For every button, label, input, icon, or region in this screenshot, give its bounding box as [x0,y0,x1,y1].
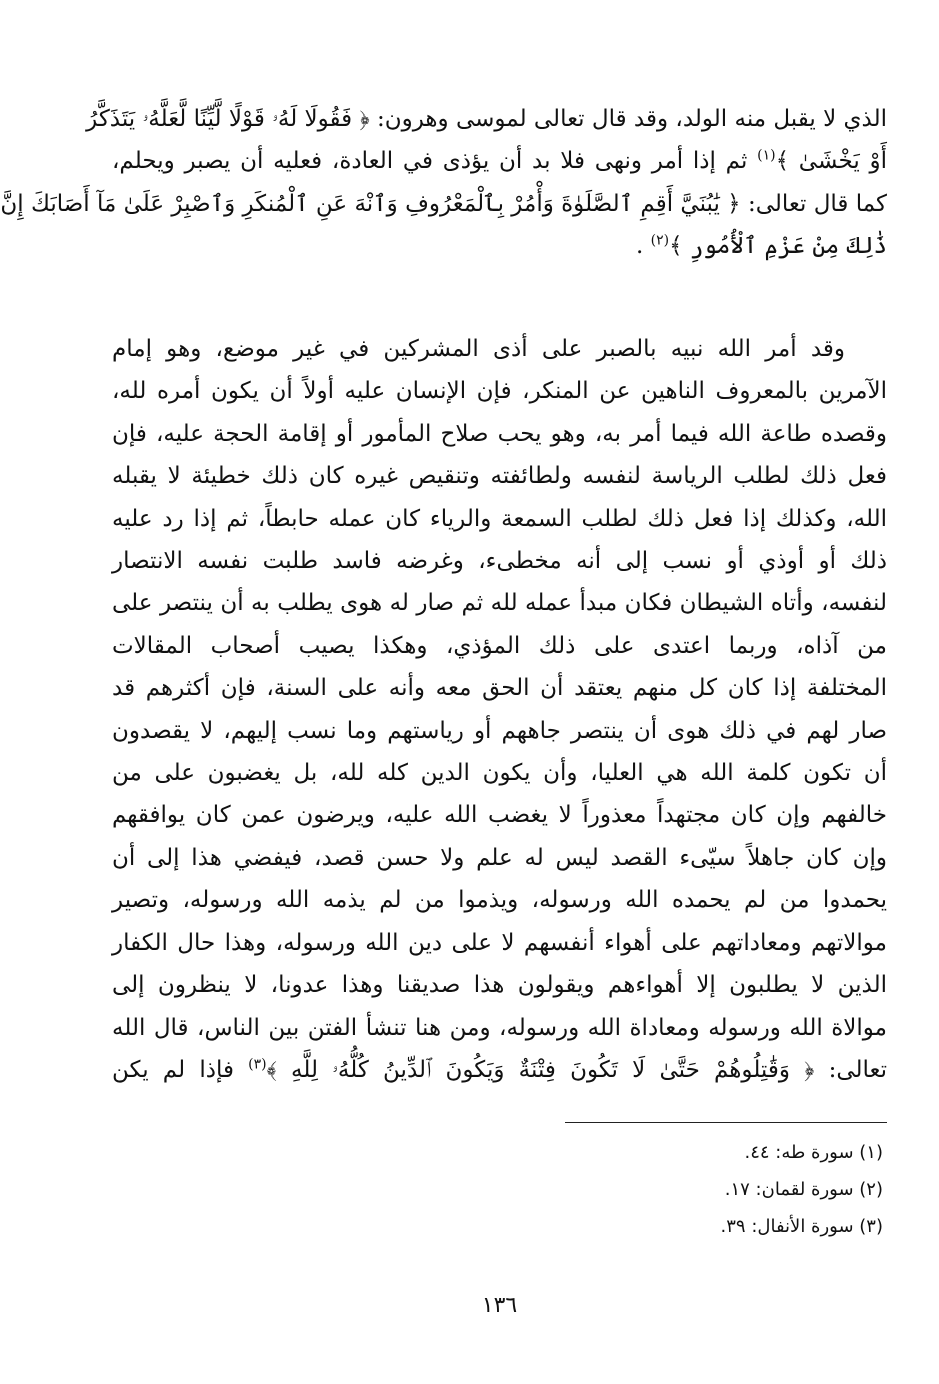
text-line: موالاة الله ورسوله ومعاداة الله ورسوله، ومن هنا تنشأ الفتن بين الناس، قال الله [112,1014,887,1041]
quran-verse: تعالى: ﴿ وَقَٰتِلُوهُمْ حَتَّىٰ لَا تَكُونَ فِتْنَةٌ وَيَكُونَ ٱلدِّينُ كُلُّهُۥ لِلَّهِ ﴾ [266,1056,887,1083]
text-line: الآمرين بالمعروف الناهين عن المنكر، فإن الإنسان عليه أولاً أن يكون أمره لله، [112,378,887,405]
quran-verse: ذَٰلِكَ مِنْ عَزْمِ ٱلْأُمُورِ ﴾ [669,233,887,260]
text-line: الذي لا يقبل منه الولد، وقد قال تعالى لموسى وهرون: ﴿ فَقُولَا لَهُۥ قَوْلًا لَّيِّنًا لَّعَلَّهُۥ يَتَذَكَّرُ [86,106,887,132]
text-line: فعل ذلك لطلب الرياسة لنفسه ولطائفته وتنقيص غيره كان ذلك خطيئة لا يقبله [112,463,887,490]
main-paragraph [112,328,887,1091]
text-line: كما قال تعالى: ﴿ يَٰبُنَيَّ أَقِمِ ٱلصَّلَوٰةَ وَأْمُرْ بِٱلْمَعْرُوفِ وَٱنْهَ عَنِ ٱلْمُنكَرِ وَٱصْبِرْ عَلَىٰ مَآ أَصَابَكَ إِنَّ [0,190,887,217]
text-line: من آذاه، وربما اعتدى على ذلك المؤذي، وهكذا يصيب أصحاب المقالات [112,632,887,659]
footnote-ref: (١) [757,147,776,164]
text-line [112,225,887,267]
footnote-divider [565,1122,887,1123]
footnote: (٣) سورة الأنفال: ٣٩. [720,1216,883,1237]
text-line: خالفهم وإن كان مجتهداً معذوراً لا يغضب الله عليه، ويرضون عمن كان يوافقهم [112,802,887,829]
text-line: موالاتهم ومعاداتهم على أهواء أنفسهم لا على دين الله ورسوله، وهذا حال الكفار [112,929,887,956]
text-line: لنفسه، وأتاه الشيطان فكان مبدأ عمله لله ثم صار له هوى يطلب به أن ينتصر على [112,590,887,617]
text-segment: ثم إذا أمر ونهى فلا بد أن يؤذى في العادة، فعليه أن يصبر ويحلم، [112,148,758,175]
page-number: ١٣٦ [481,1293,518,1318]
text-line: ذلك أو أوذي أو نسب إلى أنه مخطىء، وغرضه فاسد طلبت نفسه الانتصار [112,548,887,575]
text-segment: . [635,233,651,260]
footnote-ref: (٣) [248,1056,267,1073]
text-line: أن تكون كلمة الله هي العليا، وأن يكون الدين كله لله، بل يغضبون على من [112,760,887,787]
footnotes [483,1134,883,1245]
footnote: (٢) سورة لقمان: ١٧. [724,1179,883,1200]
text-line: وإن كان جاهلاً سيّىء القصد ليس له علم ولا حسن قصد، فيفضي هذا إلى أن [112,844,887,871]
text-line: صار لهم في ذلك هوى أن ينتصر جاههم أو رياستهم وما نسب إليهم، لا يقصدون [112,717,887,744]
footnote-ref: (٢) [650,232,670,249]
text-segment: فإذا لم يكن [112,1056,249,1083]
top-paragraph [0,98,887,268]
text-line [112,140,887,182]
quran-verse: أَوْ يَخْشَىٰ ﴾ [775,148,887,175]
text-line: يحمدوا من لم يحمده الله ورسوله، ويذموا من لم يذمه الله ورسوله، وتصير [112,887,887,914]
text-line: وقد أمر الله نبيه بالصبر على أذى المشركين في غير موضع، وهو إمام [112,336,845,362]
text-line: الذين لا يطلبون إلا أهواءهم ويقولون هذا صديقنا وهذا عدونا، لا ينظرون إلى [112,972,887,999]
text-line: وقصده طاعة الله فيما أمر به، وهو يحب صلاح المأمور أو إقامة الحجة عليه، فإن [112,420,887,447]
text-line: المختلفة إذا كان كل منهم يعتقد أن الحق معه وأنه على السنة، فإن أكثرهم قد [112,675,887,702]
footnote: (١) سورة طه: ٤٤. [744,1142,883,1163]
text-line: الله، وكذلك إذا فعل ذلك لطلب السمعة والرياء كان عمله حابطاً، ثم إذا رد عليه [112,505,887,532]
text-line [112,1049,887,1091]
